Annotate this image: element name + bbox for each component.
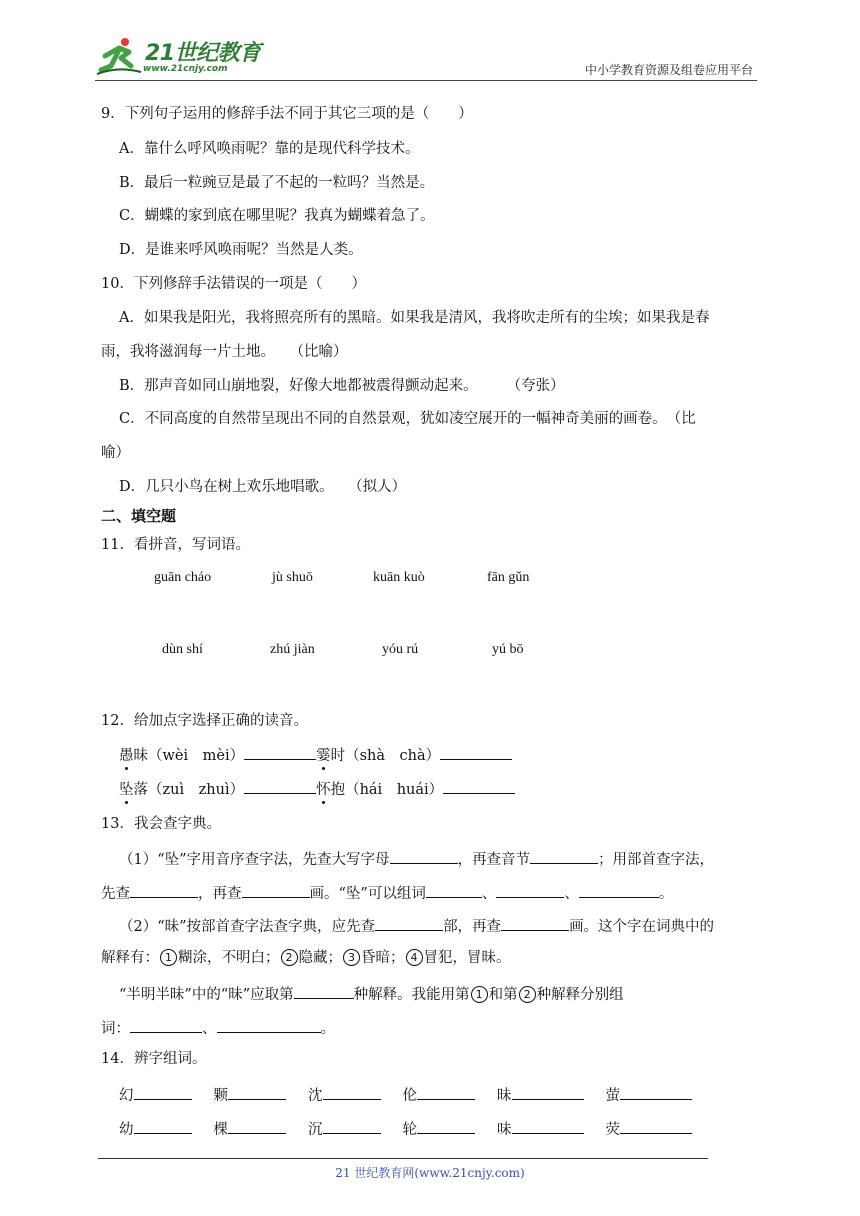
text-segment: ；用部首查字法， xyxy=(598,852,715,868)
answer-blank[interactable] xyxy=(440,743,512,760)
char-item: 沈 xyxy=(308,1088,323,1104)
q10-option-c-line1: C．不同高度的自然带呈现出不同的自然景观，犹如凌空展开的一幅神奇美丽的画卷。 （比 xyxy=(119,411,696,427)
answer-blank[interactable] xyxy=(530,847,598,864)
pinyin-item: yóu rú xyxy=(382,642,419,657)
answer-blank[interactable] xyxy=(443,777,515,794)
section-title: 二、填空题 xyxy=(101,507,177,525)
text-segment: 画。“坠”可以组词 xyxy=(309,886,426,902)
answer-blank[interactable] xyxy=(375,914,443,931)
text-segment: 、 xyxy=(481,886,497,902)
char-item: 轮 xyxy=(402,1122,417,1138)
page-header xyxy=(95,34,757,81)
answer-blank[interactable] xyxy=(244,743,316,760)
circled-number: 3 xyxy=(343,949,360,966)
pinyin-item: guān cháo xyxy=(154,570,212,585)
pinyin-item: yú bō xyxy=(492,642,524,657)
char-item: 伦 xyxy=(402,1088,417,1104)
char-item: 幼 xyxy=(119,1122,134,1138)
q10-option-d: D．几只小鸟在树上欢乐地唱歌。 （拟人） xyxy=(119,479,407,495)
q13-part3-line1 xyxy=(119,982,624,1005)
page-footer: 21 世纪教育网(www.21cnjy.com) xyxy=(335,1166,525,1180)
q9-stem: 9．下列句子运用的修辞手法不同于其它三项的是（ ） xyxy=(101,106,473,122)
text-segment: 词： xyxy=(101,1021,130,1037)
answer-blank[interactable] xyxy=(501,914,569,931)
q13-part1-line1 xyxy=(119,847,714,870)
circled-number: 1 xyxy=(160,949,177,966)
q14-row2 xyxy=(119,1117,692,1140)
answer-blank[interactable] xyxy=(228,1117,286,1134)
text-segment: 。 xyxy=(320,1021,335,1037)
text-segment: 、 xyxy=(202,1021,217,1037)
text-segment: 种解释分别组 xyxy=(536,987,624,1003)
q13-stem: 13．我会查字典。 xyxy=(101,816,221,832)
reading-choice: 抱（hái huái） xyxy=(330,782,444,798)
answer-blank[interactable] xyxy=(323,1083,381,1100)
answer-blank[interactable] xyxy=(417,1117,475,1134)
q10-option-a-line2: 雨，我将滋润每一片土地。 （比喻） xyxy=(101,344,348,360)
text-segment: （2）“昧”按部首查字法查字典，应先查 xyxy=(119,919,376,935)
answer-blank[interactable] xyxy=(426,881,482,898)
text-segment: 糊涂，不明白； xyxy=(178,950,280,966)
pinyin-item: kuān kuò xyxy=(373,570,425,585)
text-segment: 画。这个字在词典中的 xyxy=(569,919,715,935)
circled-number: 2 xyxy=(281,949,298,966)
q13-part2-line1 xyxy=(119,914,714,937)
text-segment: 解释有： xyxy=(101,950,159,966)
q14-row1 xyxy=(119,1083,692,1106)
dotted-char: 霎 xyxy=(316,748,331,764)
text-segment: 种解释。我能用第 xyxy=(353,987,470,1003)
q10-option-a-line1: A．如果我是阳光，我将照亮所有的黑暗。如果我是清风，我将吹走所有的尘埃；如果我是春 xyxy=(119,310,710,326)
q11-stem: 11．看拼音，写词语。 xyxy=(101,537,250,553)
logo-url: www.21cnjy.com xyxy=(143,64,228,74)
text-segment: 。 xyxy=(658,886,674,902)
dotted-char: 怀 xyxy=(316,782,331,798)
char-item: 幻 xyxy=(119,1088,134,1104)
pinyin-item: jù shuō xyxy=(272,570,313,585)
text-segment: 隐藏； xyxy=(298,950,342,966)
platform-title: 中小学教育资源及组卷应用平台 xyxy=(584,63,753,77)
q13-part3-line2 xyxy=(101,1016,335,1039)
answer-blank[interactable] xyxy=(244,777,316,794)
circled-number: 2 xyxy=(519,986,536,1003)
reading-choice: 落（zuì zhuì） xyxy=(133,782,245,798)
answer-blank[interactable] xyxy=(512,1083,584,1100)
q12-row2 xyxy=(119,777,515,800)
answer-blank[interactable] xyxy=(134,1083,192,1100)
char-item: 萤 xyxy=(605,1088,620,1104)
answer-blank[interactable] xyxy=(620,1083,692,1100)
answer-blank[interactable] xyxy=(294,982,354,999)
char-item: 沉 xyxy=(308,1122,323,1138)
char-item: 昧 xyxy=(497,1088,512,1104)
q10-stem: 10．下列修辞手法错误的一项是（ ） xyxy=(101,276,366,292)
q9-option-a: A．靠什么呼风唤雨呢？靠的是现代科学技术。 xyxy=(119,141,420,157)
q9-option-b: B．最后一粒豌豆是最了不起的一粒吗？当然是。 xyxy=(119,175,435,191)
q13-part1-line2 xyxy=(101,881,673,904)
pinyin-item: fān gǔn xyxy=(487,570,530,585)
text-segment: 、 xyxy=(564,886,579,902)
text-segment: ，再查音节 xyxy=(457,852,531,868)
text-segment: 部，再查 xyxy=(443,919,502,935)
answer-blank[interactable] xyxy=(496,881,564,898)
pinyin-item: zhú jiàn xyxy=(270,642,315,657)
reading-choice: 时（shà chà） xyxy=(330,748,441,764)
answer-blank[interactable] xyxy=(323,1117,381,1134)
q12-row1 xyxy=(119,743,512,766)
logo xyxy=(95,34,295,78)
answer-blank[interactable] xyxy=(130,881,198,898)
circled-number: 4 xyxy=(406,949,423,966)
circled-number: 1 xyxy=(471,986,488,1003)
answer-blank[interactable] xyxy=(512,1117,584,1134)
answer-blank[interactable] xyxy=(242,881,310,898)
q10-option-c-line2: 喻） xyxy=(101,445,130,461)
answer-blank[interactable] xyxy=(228,1083,286,1100)
answer-blank[interactable] xyxy=(134,1117,192,1134)
text-segment: 昏暗； xyxy=(361,950,405,966)
text-segment: （1）“坠”字用音序查字法，先查大写字母 xyxy=(119,852,390,868)
pinyin-item: dùn shí xyxy=(162,642,203,657)
char-item: 荧 xyxy=(605,1122,620,1138)
text-segment: 先查 xyxy=(101,886,130,902)
answer-blank[interactable] xyxy=(217,1016,321,1033)
logo-text: 21世纪教育 xyxy=(145,41,261,66)
answer-blank[interactable] xyxy=(390,847,458,864)
q9-option-d: D．是谁来呼风唤雨呢？当然是人类。 xyxy=(119,242,363,258)
char-item: 颗 xyxy=(213,1088,228,1104)
q12-stem: 12．给加点字选择正确的读音。 xyxy=(101,713,308,729)
dotted-char: 愚 xyxy=(119,748,134,764)
answer-blank[interactable] xyxy=(130,1016,202,1033)
text-segment: 冒犯，冒昧。 xyxy=(423,950,511,966)
answer-blank[interactable] xyxy=(417,1083,475,1100)
answer-blank[interactable] xyxy=(620,1117,692,1134)
q13-part2-line2 xyxy=(101,948,511,968)
answer-blank[interactable] xyxy=(579,881,659,898)
footer-divider xyxy=(98,1158,708,1159)
text-segment: 和第 xyxy=(488,987,518,1003)
q14-stem: 14．辨字组词。 xyxy=(101,1051,207,1067)
text-segment: “半明半昧”中的“昧”应取第 xyxy=(119,987,294,1003)
q10-option-b: B．那声音如同山崩地裂，好像大地都被震得颤动起来。 （夸张） xyxy=(119,378,565,394)
reading-choice: 昧（wèi mèi） xyxy=(133,748,245,764)
char-item: 味 xyxy=(497,1122,512,1138)
runner-logo-icon xyxy=(95,36,143,76)
q9-option-c: C．蝴蝶的家到底在哪里呢？我真为蝴蝶着急了。 xyxy=(119,208,435,224)
char-item: 棵 xyxy=(213,1122,228,1138)
text-segment: ，再查 xyxy=(198,886,242,902)
dotted-char: 坠 xyxy=(119,782,134,798)
